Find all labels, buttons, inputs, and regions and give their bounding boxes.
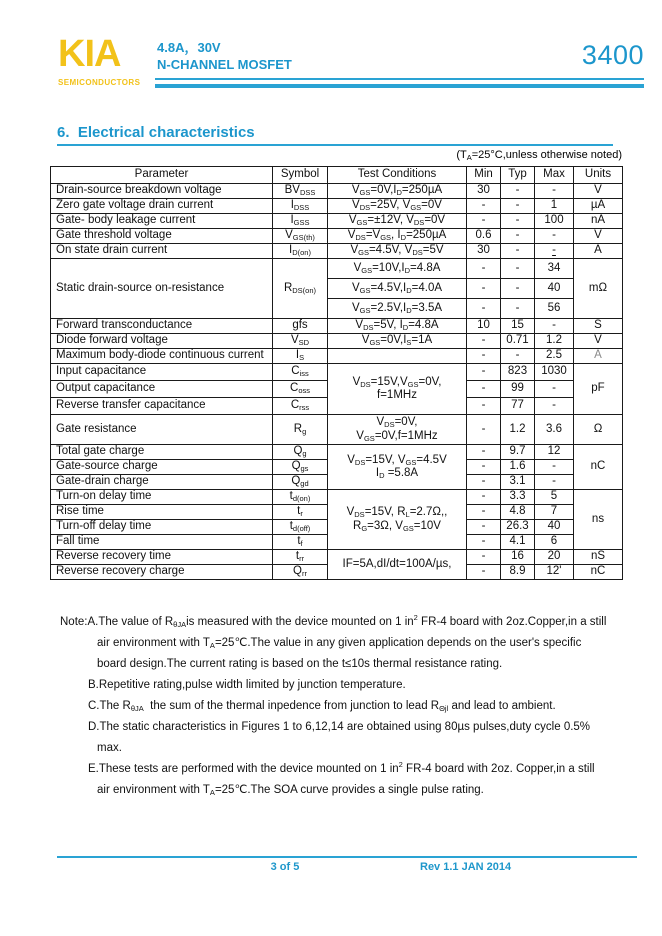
table-row	[51, 199, 623, 214]
table-cell: -	[501, 279, 535, 299]
column-header: Typ	[501, 167, 535, 184]
table-cell: nC	[574, 445, 623, 490]
table-cell: 4.1	[501, 535, 535, 550]
column-header: Parameter	[51, 167, 273, 184]
table-cell: 1.2	[501, 415, 535, 445]
table-cell: -	[501, 259, 535, 279]
table-cell: 9.7	[501, 445, 535, 460]
revision-label: Rev 1.1 JAN 2014	[420, 861, 512, 873]
electrical-characteristics-table	[50, 166, 623, 580]
table-cell: -	[501, 229, 535, 244]
device-rating: 4.8A，30V	[157, 40, 221, 55]
table-cell: Ω	[574, 415, 623, 445]
table-cell: 4.8	[501, 505, 535, 520]
column-header: Test Conditions	[328, 167, 467, 184]
table-cell: pF	[574, 364, 623, 415]
parameter-cell: Gate threshold voltage	[51, 229, 273, 244]
table-cell: $V_{GS(th)}$	[273, 229, 328, 244]
table-cell: -	[467, 490, 501, 505]
table-cell: -	[467, 279, 501, 299]
table-cell: 40	[535, 279, 574, 299]
note-line: E.These tests are performed with the device mounted on 1 $in^2$ FR-4 board with 2oz. Copper,in a still	[88, 760, 595, 775]
table-row	[51, 445, 623, 460]
table-cell: $V_{GS}=0V,I_D=250\mu A$	[328, 184, 467, 199]
parameter-cell: Total gate charge	[51, 445, 273, 460]
table-cell: $t_{rr}$	[273, 550, 328, 565]
note-line: max.	[97, 742, 122, 754]
table-cell: 1.2	[535, 334, 574, 349]
parameter-cell: Gate-source charge	[51, 460, 273, 475]
note-line: D.The static characteristics in Figures 1 to 6,12,14 are obtained using 80µs pulses,duty cycle 0.5%	[88, 721, 591, 733]
table-cell: nC	[574, 565, 623, 580]
table-cell: -	[501, 214, 535, 229]
table-cell: 3.3	[501, 490, 535, 505]
table-cell: 16	[501, 550, 535, 565]
table-row	[51, 259, 623, 279]
table-cell: V	[574, 334, 623, 349]
table-cell: -	[535, 319, 574, 334]
table-cell: -	[467, 505, 501, 520]
table-cell: -	[467, 381, 501, 398]
table-cell: 15	[501, 319, 535, 334]
table-cell: S	[574, 319, 623, 334]
table-header-row	[51, 167, 623, 184]
table-cell: $V_{DS}=V_{GS}$, $I_D=250\mu A$	[328, 229, 467, 244]
table-cell: -	[501, 244, 535, 259]
table-cell: $V_{GS}=10V,I_D=4.8A$	[328, 259, 467, 279]
note-line: C.The $R_{\theta JA}$ the sum of the thermal inpedence from junction to lead $R_{\Theta jl}$ and lead to ambient.	[88, 700, 556, 713]
table-cell: 3.1	[501, 475, 535, 490]
table-cell: $R_g$	[273, 415, 328, 445]
table-row	[51, 349, 623, 364]
table-cell: µA	[574, 199, 623, 214]
table-cell: mΩ	[574, 259, 623, 319]
table-cell: $Q_{gs}$	[273, 460, 328, 475]
table-row	[51, 550, 623, 565]
electrical-characteristics-table-wrap	[50, 166, 622, 580]
parameter-cell: Turn-off delay time	[51, 520, 273, 535]
column-header: Units	[574, 167, 623, 184]
table-cell: -	[467, 214, 501, 229]
table-cell: $C_{rss}$	[273, 398, 328, 415]
table-cell: $V_{GS}=2.5V,I_D=3.5A$	[328, 299, 467, 319]
parameter-cell: Drain-source breakdown voltage	[51, 184, 273, 199]
table-cell: -	[535, 475, 574, 490]
footer-rule	[57, 856, 637, 858]
table-cell: -	[535, 460, 574, 475]
table-cell: $I_{D(on)}$	[273, 244, 328, 259]
brand-logo	[58, 34, 158, 87]
table-cell: $C_{oss}$	[273, 381, 328, 398]
table-cell: ns	[574, 490, 623, 550]
table-row	[51, 244, 623, 259]
table-cell: -	[467, 334, 501, 349]
table-cell: IF=5A,dI/dt=100A/µs,	[328, 550, 467, 580]
table-cell: $Q_{gd}$	[273, 475, 328, 490]
parameter-cell: Fall time	[51, 535, 273, 550]
table-cell: -	[467, 349, 501, 364]
table-cell: 3.6	[535, 415, 574, 445]
table-cell: -	[501, 349, 535, 364]
table-cell: -	[501, 199, 535, 214]
table-cell: -	[467, 520, 501, 535]
table-cell: 12'	[535, 565, 574, 580]
table-cell: $V_{DS}=15V,V_{GS}=0V$, f=1MHz	[328, 364, 467, 415]
parameter-cell: Reverse transfer capacitance	[51, 398, 273, 415]
table-cell: -	[467, 445, 501, 460]
table-cell: $V_{GS}=4.5V$, $V_{DS}=5V$	[328, 244, 467, 259]
table-cell: $t_f$	[273, 535, 328, 550]
note-line: air environment with $T_A=25℃.The$ SOA curve provides a single pulse rating.	[97, 784, 484, 797]
table-cell: $Q_g$	[273, 445, 328, 460]
table-cell	[328, 349, 467, 364]
table-cell: -	[467, 460, 501, 475]
table-cell: 6	[535, 535, 574, 550]
parameter-cell: Reverse recovery charge	[51, 565, 273, 580]
table-row	[51, 229, 623, 244]
table-cell: $V_{SD}$	[273, 334, 328, 349]
table-cell: 56	[535, 299, 574, 319]
note-line: B.Repetitive rating,pulse width limited by junction temperature.	[88, 679, 406, 691]
table-cell: 1	[535, 199, 574, 214]
notes-block	[60, 612, 660, 801]
parameter-cell: On state drain current	[51, 244, 273, 259]
table-cell: -	[467, 398, 501, 415]
table-cell: -	[467, 199, 501, 214]
table-row	[51, 319, 623, 334]
parameter-cell: Gate resistance	[51, 415, 273, 445]
header-rule-thick	[155, 84, 644, 88]
parameter-cell: Output capacitance	[51, 381, 273, 398]
table-cell: 1030	[535, 364, 574, 381]
table-cell: 30	[467, 184, 501, 199]
table-cell: $C_{iss}$	[273, 364, 328, 381]
table-cell: $V_{DS}=0V$, $V_{GS}=0V,f=1MHz$	[328, 415, 467, 445]
parameter-cell: Reverse recovery time	[51, 550, 273, 565]
table-cell: 0.71	[501, 334, 535, 349]
table-cell: 30	[467, 244, 501, 259]
table-cell: 5	[535, 490, 574, 505]
table-cell: 40	[535, 520, 574, 535]
page-number: 3 of 5	[270, 861, 300, 873]
table-cell: 34	[535, 259, 574, 279]
table-cell: -	[535, 184, 574, 199]
table-cell: -	[535, 381, 574, 398]
parameter-cell: Zero gate voltage drain current	[51, 199, 273, 214]
table-cell: -	[467, 299, 501, 319]
column-header: Min	[467, 167, 501, 184]
table-cell: 2.5	[535, 349, 574, 364]
table-cell: 77	[501, 398, 535, 415]
note-line: air environment with $T_A=25℃.The$ value in any given application depends on the user's specific	[97, 637, 582, 650]
table-row	[51, 184, 623, 199]
table-cell: 20	[535, 550, 574, 565]
table-cell: $V_{GS}=4.5V,I_D=4.0A$	[328, 279, 467, 299]
table-cell: 8.9	[501, 565, 535, 580]
table-cell: -	[535, 244, 574, 259]
table-cell: $I_{GSS}$	[273, 214, 328, 229]
table-cell: V	[574, 184, 623, 199]
part-number: 3400	[581, 40, 644, 70]
parameter-cell: Gate- body leakage current	[51, 214, 273, 229]
table-cell: -	[467, 535, 501, 550]
table-cell: $V_{GS}=0V,I_S=1A$	[328, 334, 467, 349]
table-cell: $t_{d(off)}$	[273, 520, 328, 535]
table-cell: $I_{DSS}$	[273, 199, 328, 214]
table-cell: $V_{DS}=5V$, $I_D=4.8A$	[328, 319, 467, 334]
parameter-cell: Maximum body-diode continuous current	[51, 349, 273, 364]
table-cell: -	[467, 415, 501, 445]
parameter-cell: Input capacitance	[51, 364, 273, 381]
table-cell: $V_{GS}=\pm 12V$, $V_{DS}=0V$	[328, 214, 467, 229]
table-row	[51, 334, 623, 349]
table-cell: gfs	[273, 319, 328, 334]
table-cell: nA	[574, 214, 623, 229]
note-line: Note:A.The value of $R_{\theta JA}is$ measured with the device mounted on 1 $in^2$ FR-4 board with 2oz.Copper,in a still	[60, 613, 607, 629]
table-row	[51, 490, 623, 505]
table-cell: $V_{DS}=15V$, $R_L=2.7\Omega$,, $R_G=3\Omega$, $V_{GS}=10V$	[328, 490, 467, 550]
parameter-cell: Forward transconductance	[51, 319, 273, 334]
table-cell: -	[535, 398, 574, 415]
table-cell: $Q_{rr}$	[273, 565, 328, 580]
table-row	[51, 364, 623, 381]
parameter-cell: Gate-drain charge	[51, 475, 273, 490]
column-header: Symbol	[273, 167, 328, 184]
table-cell: A	[574, 349, 623, 364]
brand-logo-subtext: SEMICONDUCTORS	[58, 78, 141, 87]
table-cell: $t_{d(on)}$	[273, 490, 328, 505]
section-title: 6. Electrical characteristics	[57, 124, 613, 146]
table-cell: $V_{DS}=25V$, $V_{GS}=0V$	[328, 199, 467, 214]
header-rule-thin	[155, 78, 644, 80]
table-cell: $I_S$	[273, 349, 328, 364]
table-cell: -	[501, 299, 535, 319]
table-cell: 7	[535, 505, 574, 520]
table-cell: 99	[501, 381, 535, 398]
column-header: Max	[535, 167, 574, 184]
table-cell: V	[574, 229, 623, 244]
table-cell: -	[467, 364, 501, 381]
table-cell: -	[535, 229, 574, 244]
table-row	[51, 415, 623, 445]
parameter-cell: Diode forward voltage	[51, 334, 273, 349]
device-summary	[157, 39, 292, 73]
table-cell: -	[467, 259, 501, 279]
parameter-cell: Rise time	[51, 505, 273, 520]
note-line: board design.The current rating is based on the t≤10s thermal resistance rating.	[97, 658, 503, 670]
table-cell: 26.3	[501, 520, 535, 535]
table-cell: A	[574, 244, 623, 259]
table-cell: -	[501, 184, 535, 199]
table-cell: $BV_{DSS}$	[273, 184, 328, 199]
table-cell: $V_{DS}=15V$, $V_{GS}=4.5V$ $I_D =5.8A$	[328, 445, 467, 490]
device-type: N-CHANNEL MOSFET	[157, 57, 292, 72]
table-cell: 1.6	[501, 460, 535, 475]
table-cell: $R_{DS(on)}$	[273, 259, 328, 319]
parameter-cell: Static drain-source on-resistance	[51, 259, 273, 319]
table-cell: -	[467, 550, 501, 565]
brand-logo-text: KIA	[58, 33, 121, 75]
test-condition-note: ($T_A=25^\circ C,unless$ otherwise noted)	[456, 149, 622, 162]
table-cell: -	[467, 475, 501, 490]
table-cell: 100	[535, 214, 574, 229]
table-cell: 10	[467, 319, 501, 334]
table-row	[51, 214, 623, 229]
table-cell: 0.6	[467, 229, 501, 244]
table-cell: nS	[574, 550, 623, 565]
table-cell: 823	[501, 364, 535, 381]
table-cell: -	[467, 565, 501, 580]
parameter-cell: Turn-on delay time	[51, 490, 273, 505]
table-cell: 12	[535, 445, 574, 460]
table-cell: $t_r$	[273, 505, 328, 520]
